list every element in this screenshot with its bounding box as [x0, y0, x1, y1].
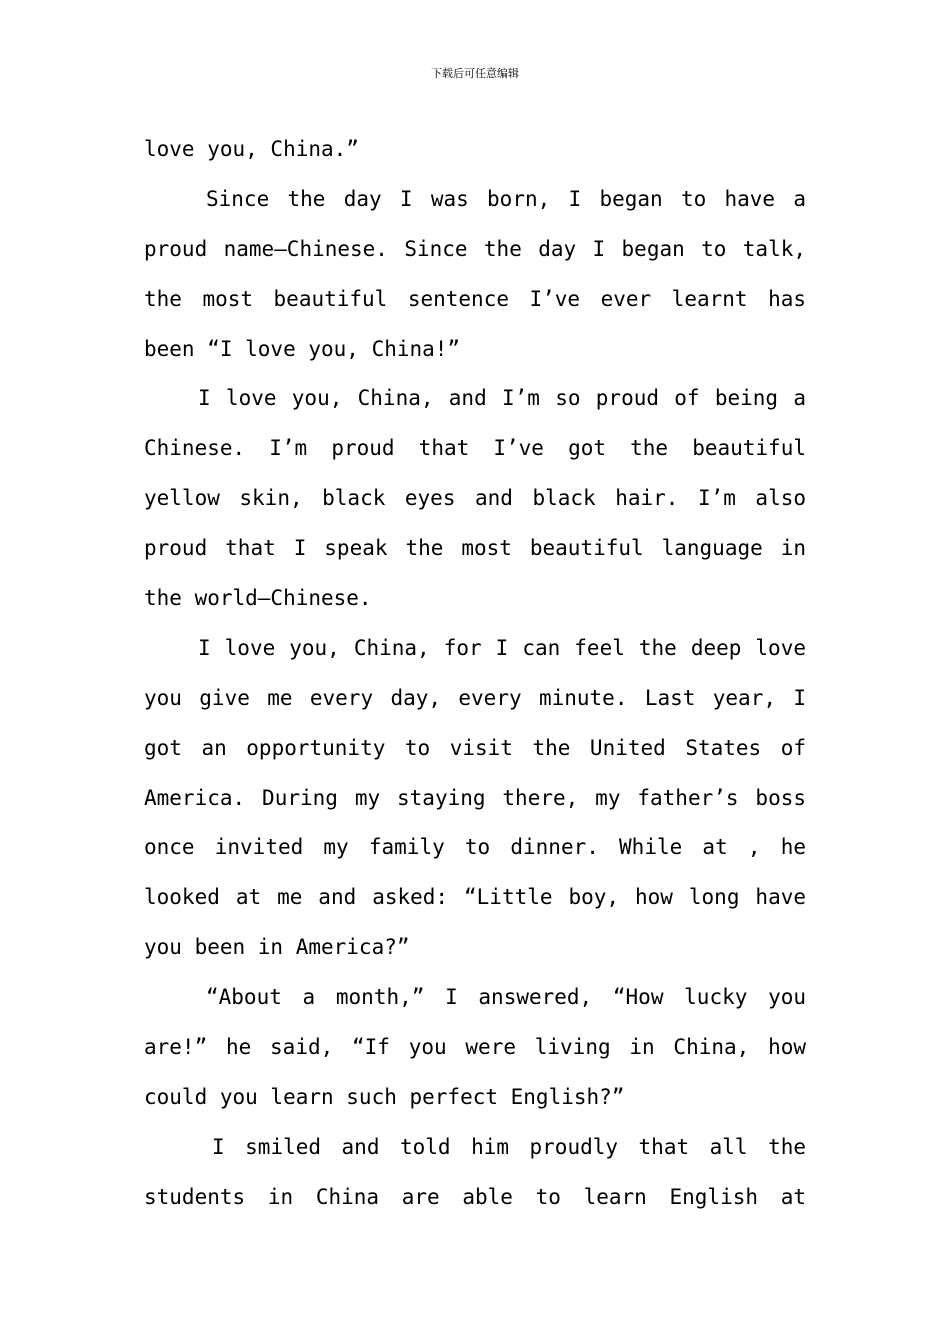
text-line: I love you, China, for I can feel the deep love: [198, 635, 806, 660]
text-line: are!” he said, “If you were living in China, how: [144, 1035, 806, 1060]
text-line: students in China are able to learn English at: [144, 1184, 806, 1209]
document-body: [144, 125, 806, 1223]
text-line: yellow skin, black eyes and black hair. I’m also: [144, 486, 806, 511]
text-line: looked at me and asked: “Little boy, how long have: [144, 885, 806, 910]
text-line: America. During my staying there, my father’s boss: [144, 785, 806, 810]
text-line: love you, China.”: [144, 137, 359, 161]
text-line: I smiled and told him proudly that all the: [212, 1134, 806, 1159]
text-line: I love you, China, and I’m so proud of being a: [198, 386, 806, 411]
text-line: you give me every day, every minute. Last year, I: [144, 685, 806, 710]
text-line: proud that I speak the most beautiful language in: [144, 536, 806, 561]
text-line: Since the day I was born, I began to have a: [206, 186, 806, 211]
text-line: you been in America?”: [144, 935, 410, 960]
text-line: once invited my family to dinner. While at , he: [144, 835, 806, 860]
text-line: the most beautiful sentence I’ve ever learnt has: [144, 286, 806, 311]
text-line: got an opportunity to visit the United States of: [144, 735, 806, 760]
text-line: Chinese. I’m proud that I’ve got the beautiful: [144, 436, 806, 461]
page-header: 下载后可任意编辑: [431, 67, 519, 80]
text-line: been “I love you, China!”: [144, 336, 461, 361]
text-line: could you learn such perfect English?”: [144, 1084, 625, 1109]
text-line: “About a month,” I answered, “How lucky you: [206, 985, 806, 1010]
text-line: proud name—Chinese. Since the day I began to talk,: [144, 236, 806, 261]
text-line: the world—Chinese.: [144, 586, 372, 611]
